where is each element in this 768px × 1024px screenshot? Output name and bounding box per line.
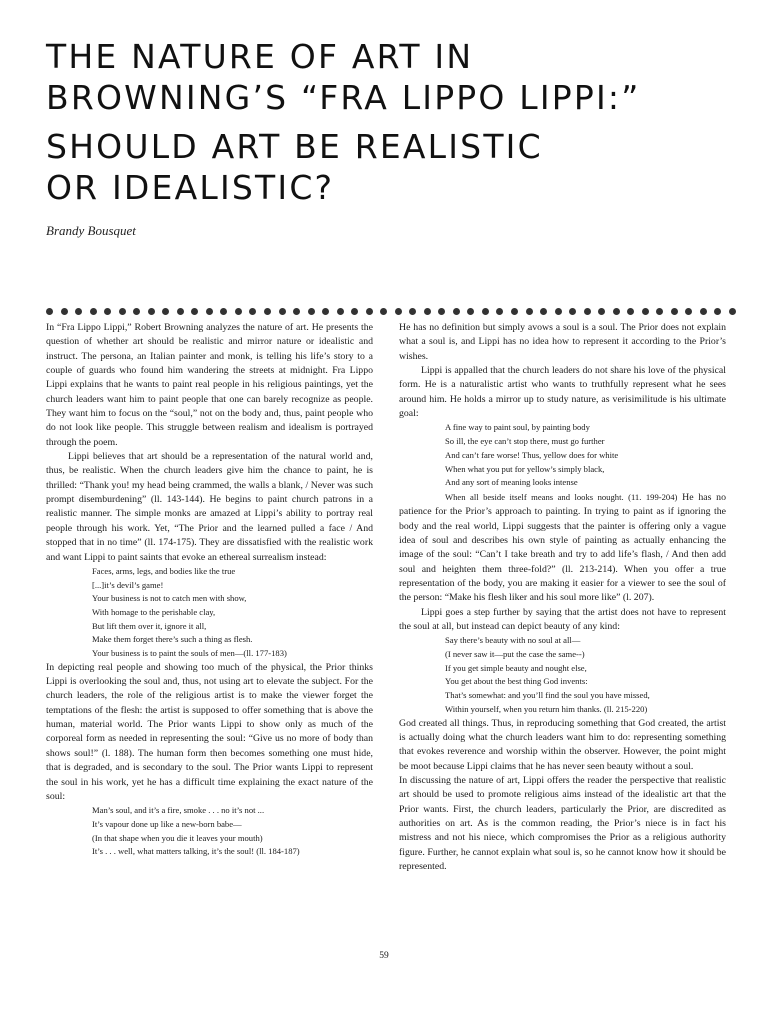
paragraph: In depicting real people and showing too much of the physical, the Prior thinks Lippi is overlooking the soul and, thus, not using art to elevate the subject. For the church leaders, the role of the religious artist is to make the viewer forget the temptations of the flesh: the artist is supposed to offer something that is above the human, material world. The Prior wants Lippi to show only as much of the corporeal form as needed in representing the soul: “Give us no more of body than shows soul!” (l. 188). The human form then becomes something one must hide, that is degraded, and is secondary to the soul. The Prior wants Lippi to represent the soul in his work, yet he has a difficult time explaining the exact nature of the soul: (46, 661, 373, 802)
paragraph: He has no definition but simply avows a soul is a soul. The Prior does not explain what a soul is, and Lippi has no idea how to represent it according to the Prior’s wishes. (399, 322, 726, 362)
paragraph-text: He has no patience for the Prior’s approach to painting. In trying to paint as if ignoring the body and the real world, Lippi suggests that the painter is offering only a vague idea of soul and describes his own style of painting as actually enhancing the image of the soul: “Can’t I take breath and try to add life’s flash, / And then add soul and heighten them three-fold?” (ll. 213-214). When you offer a true representation of the body, you are making it easier for a viewer to see the soul of the person: “Make his flesh liker and his soul more like” (l. 207). (399, 491, 726, 604)
divider-dot (511, 308, 518, 315)
verse-line: [...]it’s devil’s game! (92, 579, 164, 590)
divider-dot (162, 308, 169, 315)
divider-dot (584, 308, 591, 315)
divider-dot (235, 308, 242, 315)
verse-line: Make them forget there’s such a thing as flesh. (92, 634, 253, 645)
verse-line: And can’t fare worse! Thus, yellow does for white (445, 449, 619, 460)
divider-dot (467, 308, 474, 315)
divider-dot (540, 308, 547, 315)
divider-dot (279, 308, 286, 315)
verse-quote (46, 804, 373, 859)
divider-dot (409, 308, 416, 315)
title-line-2: BROWNING’S “FRA LIPPO LIPPI:” (46, 78, 641, 117)
divider-dot (685, 308, 692, 315)
divider-dot (148, 308, 155, 315)
verse-line: (I never saw it—put the case the same--) (445, 649, 585, 660)
divider-dot (613, 308, 620, 315)
divider-dot (119, 308, 126, 315)
divider-dot (395, 308, 402, 315)
author-name: Brandy Bousquet (46, 223, 136, 238)
left-column (46, 321, 373, 859)
verse-line: With homage to the perishable clay, (92, 606, 216, 617)
divider-dot (322, 308, 329, 315)
divider-dot (453, 308, 460, 315)
divider-dot (569, 308, 576, 315)
divider-dot (90, 308, 97, 315)
verse-line: Faces, arms, legs, and bodies like the true (92, 565, 236, 576)
divider-dot (351, 308, 358, 315)
dotted-divider (46, 306, 736, 316)
divider-dot (46, 308, 53, 315)
divider-dot (627, 308, 634, 315)
divider-dot (264, 308, 271, 315)
paragraph: Lippi believes that art should be a representation of the natural world and, thus, be realistic. When the church leaders give him the chance to paint, he is thrilled: “Thank you! my head being crammed, the walls a blank, / Never was such prompt disemburdening” (ll. 143-144). He begins to paint church patrons in a realistic manner. The simple monks are amazed at Lippi’s ability to portray real people through his work. Yet, “The Prior and the learned pulled a face / And stopped that in no time” (ll. 174-175). They are dissatisfied with the realistic work and want Lippi to paint saints that evoke an ethereal surrealism instead: (46, 451, 373, 563)
paragraph: Lippi is appalled that the church leaders do not share his love of the physical form. He is a naturalistic artist who wants to truthfully represent what he sees around him. He holds a mirror up to study nature, as verisimilitude is his ultimate goal: (399, 365, 726, 420)
verse-line: It’s . . . well, what matters talking, it’s the soul! (ll. 184-187) (92, 846, 300, 857)
paragraph (399, 490, 726, 606)
divider-dot (700, 308, 707, 315)
verse-quote (46, 565, 373, 661)
verse-line: So ill, the eye can’t stop there, must go further (445, 436, 605, 447)
verse-line: A fine way to paint soul, by painting body (445, 422, 590, 433)
verse-line: Man’s soul, and it’s a fire, smoke . . . no it’s not ... (92, 805, 265, 816)
divider-dot (191, 308, 198, 315)
divider-dot (133, 308, 140, 315)
divider-dot (424, 308, 431, 315)
divider-dot (293, 308, 300, 315)
divider-dot (555, 308, 562, 315)
divider-dot (249, 308, 256, 315)
divider-dot (482, 308, 489, 315)
verse-line: But lift them over it, ignore it all, (92, 620, 207, 631)
page-number: 59 (379, 951, 389, 961)
verse-line: And any sort of meaning looks intense (445, 477, 578, 488)
verse-line: It’s vapour done up like a new-born babe— (92, 818, 242, 829)
right-column (399, 321, 726, 874)
divider-dot (366, 308, 373, 315)
verse-quote (399, 634, 726, 716)
paragraph: Lippi goes a step further by saying that the artist does not have to represent the soul at all, but instead can depict beauty of any kind: (399, 606, 726, 633)
paragraph: In discussing the nature of art, Lippi offers the reader the perspective that realistic art should be used to promote religious aims instead of the idealistic art that the Prior wants. First, the church leaders, particularly the Prior, are discredited as authorities on art. As is the common reading, the Prior’s niece is in fact his mistress and not his niece, which compromises the Prior as a religious authority figure. Further, he cannot explain what soul is, so he cannot know how it should be represented. (399, 774, 726, 873)
title-line-3: SHOULD ART BE REALISTIC (46, 127, 543, 166)
verse-line-inline: When all beside itself means and looks nought. (11. 199-204) (445, 491, 678, 502)
divider-dot (671, 308, 678, 315)
article-title (46, 36, 736, 208)
divider-dot (656, 308, 663, 315)
verse-line: When what you put for yellow’s simply black, (445, 463, 605, 474)
divider-dot (337, 308, 344, 315)
verse-line: Say there’s beauty with no soul at all— (445, 635, 581, 646)
divider-dot (714, 308, 721, 315)
divider-dot (729, 308, 736, 315)
verse-line: You get about the best thing God invents: (445, 676, 588, 687)
divider-dot (642, 308, 649, 315)
divider-dot (206, 308, 213, 315)
title-line-1: THE NATURE OF ART IN (46, 37, 474, 76)
verse-line: If you get simple beauty and nought else, (445, 662, 587, 673)
divider-dot (104, 308, 111, 315)
divider-dot (380, 308, 387, 315)
verse-line: That’s somewhat: and you’ll find the soul you have missed, (445, 690, 650, 701)
verse-line: Within yourself, when you return him thanks. (ll. 215-220) (445, 703, 648, 714)
verse-line: (In that shape when you die it leaves your mouth) (92, 832, 263, 843)
divider-dot (496, 308, 503, 315)
verse-line: Your business is not to catch men with show, (92, 593, 247, 604)
verse-line: Your business is to paint the souls of men—(ll. 177-183) (92, 648, 287, 659)
divider-dot (61, 308, 68, 315)
divider-dot (308, 308, 315, 315)
title-line-4: OR IDEALISTIC? (46, 168, 335, 207)
divider-dot (220, 308, 227, 315)
divider-dot (598, 308, 605, 315)
divider-dot (438, 308, 445, 315)
divider-dot (177, 308, 184, 315)
divider-dot (75, 308, 82, 315)
paragraph: God created all things. Thus, in reproducing something that God created, the artist is actually doing what the church leaders want him to do: representing something that evokes reverence and worship within the observer. However, the point might be moot because Lippi claims that he has never seen beauty without a soul. (399, 717, 726, 772)
verse-quote (399, 421, 726, 490)
divider-dot (526, 308, 533, 315)
paragraph: In “Fra Lippo Lippi,” Robert Browning analyzes the nature of art. He presents the question of whether art should be realistic and mirror nature or idealistic and instruct. The persona, an Italian painter and monk, is telling his life’s story to a couple of guards who found him wandering the streets at midnight. Fra Lippo Lippi explains that he wants to paint real people in his religious paintings, yet the church leaders want him to paint people that one can barely recognize as people. They want him to focus on the “soul,” not on the body and, thus, paint people who do not look like people. This struggle between realism and idealism is portrayed through the poem. (46, 322, 373, 448)
